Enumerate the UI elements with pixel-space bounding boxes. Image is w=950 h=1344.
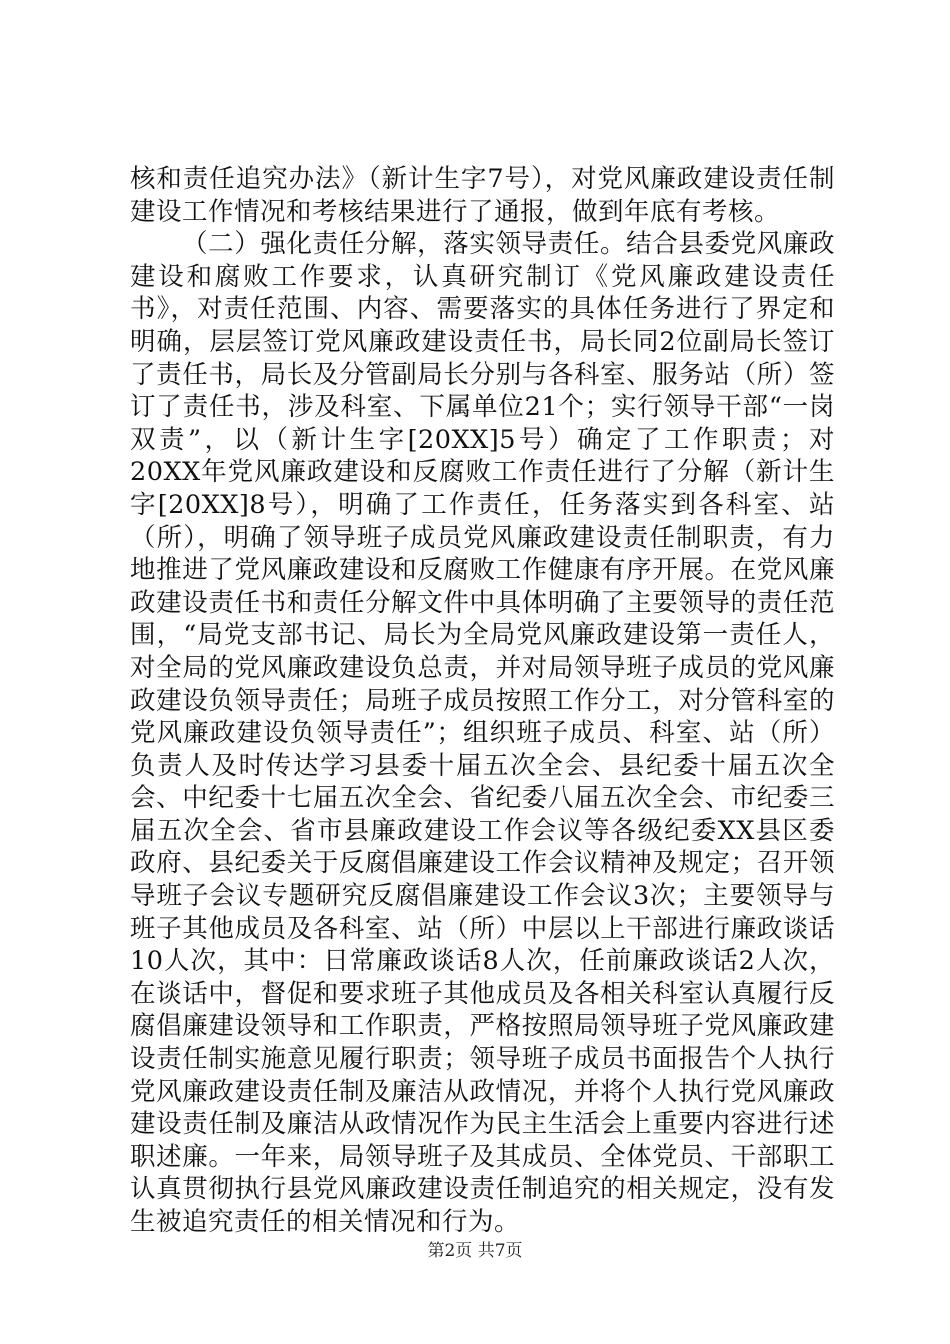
page-footer: 第2页 共7页 — [427, 1241, 523, 1261]
paragraph-section-two: （二）强化责任分解，落实领导责任。结合县委党风廉政建设和腐败工作要求，认真研究制订《党风廉政建设责任书》，对责任范围、内容、需要落实的具体任务进行了界定和明确，层层签订党风廉政建设责任书，局长同2位副局长签订了责任书，局长及分管副局长分别与各科室、服务站（所）签订了责任书，涉及科室、下属单位21个；实行领导干部“一岗双责”，以（新计生字[20XX]5号）确定了工作职责；对20XX年党风廉政建设和反腐败工作责任进行了分解（新计生字[20XX]8号），明确了工作责任，任务落实到各科室、站（所），明确了领导班子成员党风廉政建设责任制职责，有力地推进了党风廉政建设和反腐败工作健康有序开展。在党风廉政建设责任书和责任分解文件中具体明确了主要领导的责任范围，“局党支部书记、局长为全局党风廉政建设第一责任人，对全局的党风廉政建设负总责，并对局领导班子成员的党风廉政建设负领导责任；局班子成员按照工作分工，对分管科室的党风廉政建设负领导责任”；组织班子成员、科室、站（所）负责人及时传达学习县委十届五次全会、县纪委十届五次全会、中纪委十七届五次全会、省纪委八届五次全会、市纪委三届五次全会、省市县廉政建设工作会议等各级纪委XX县区委政府、县纪委关于反腐倡廉建设工作会议精神及规定；召开领导班子会议专题研究反腐倡廉建设工作会议3次；主要领导与班子其他成员及各科室、站（所）中层以上干部进行廉政谈话10人次，其中：日常廉政谈话8人次，任前廉政谈话2人次，在谈话中，督促和要求班子其他成员及各相关科室认真履行反腐倡廉建设领导和工作职责，严格按照局领导班子党风廉政建设责任制实施意见履行职责；领导班子成员书面报告个人执行党风廉政建设责任制及廉洁从政情况，并将个人执行党风廉政建设责任制及廉洁从政情况作为民主生活会上重要内容进行述职述廉。一年来，局领导班子及其成员、全体党员、干部职工认真贯彻执行县党风廉政建设责任制追究的相关规定，没有发生被追究责任的相关情况和行为。 — [130, 229, 835, 1237]
document-body — [130, 163, 835, 1239]
paragraph-continued: 核和责任追究办法》（新计生字7号），对党风廉政建设责任制建设工作情况和考核结果进行了通报，做到年底有考核。 — [130, 164, 835, 227]
